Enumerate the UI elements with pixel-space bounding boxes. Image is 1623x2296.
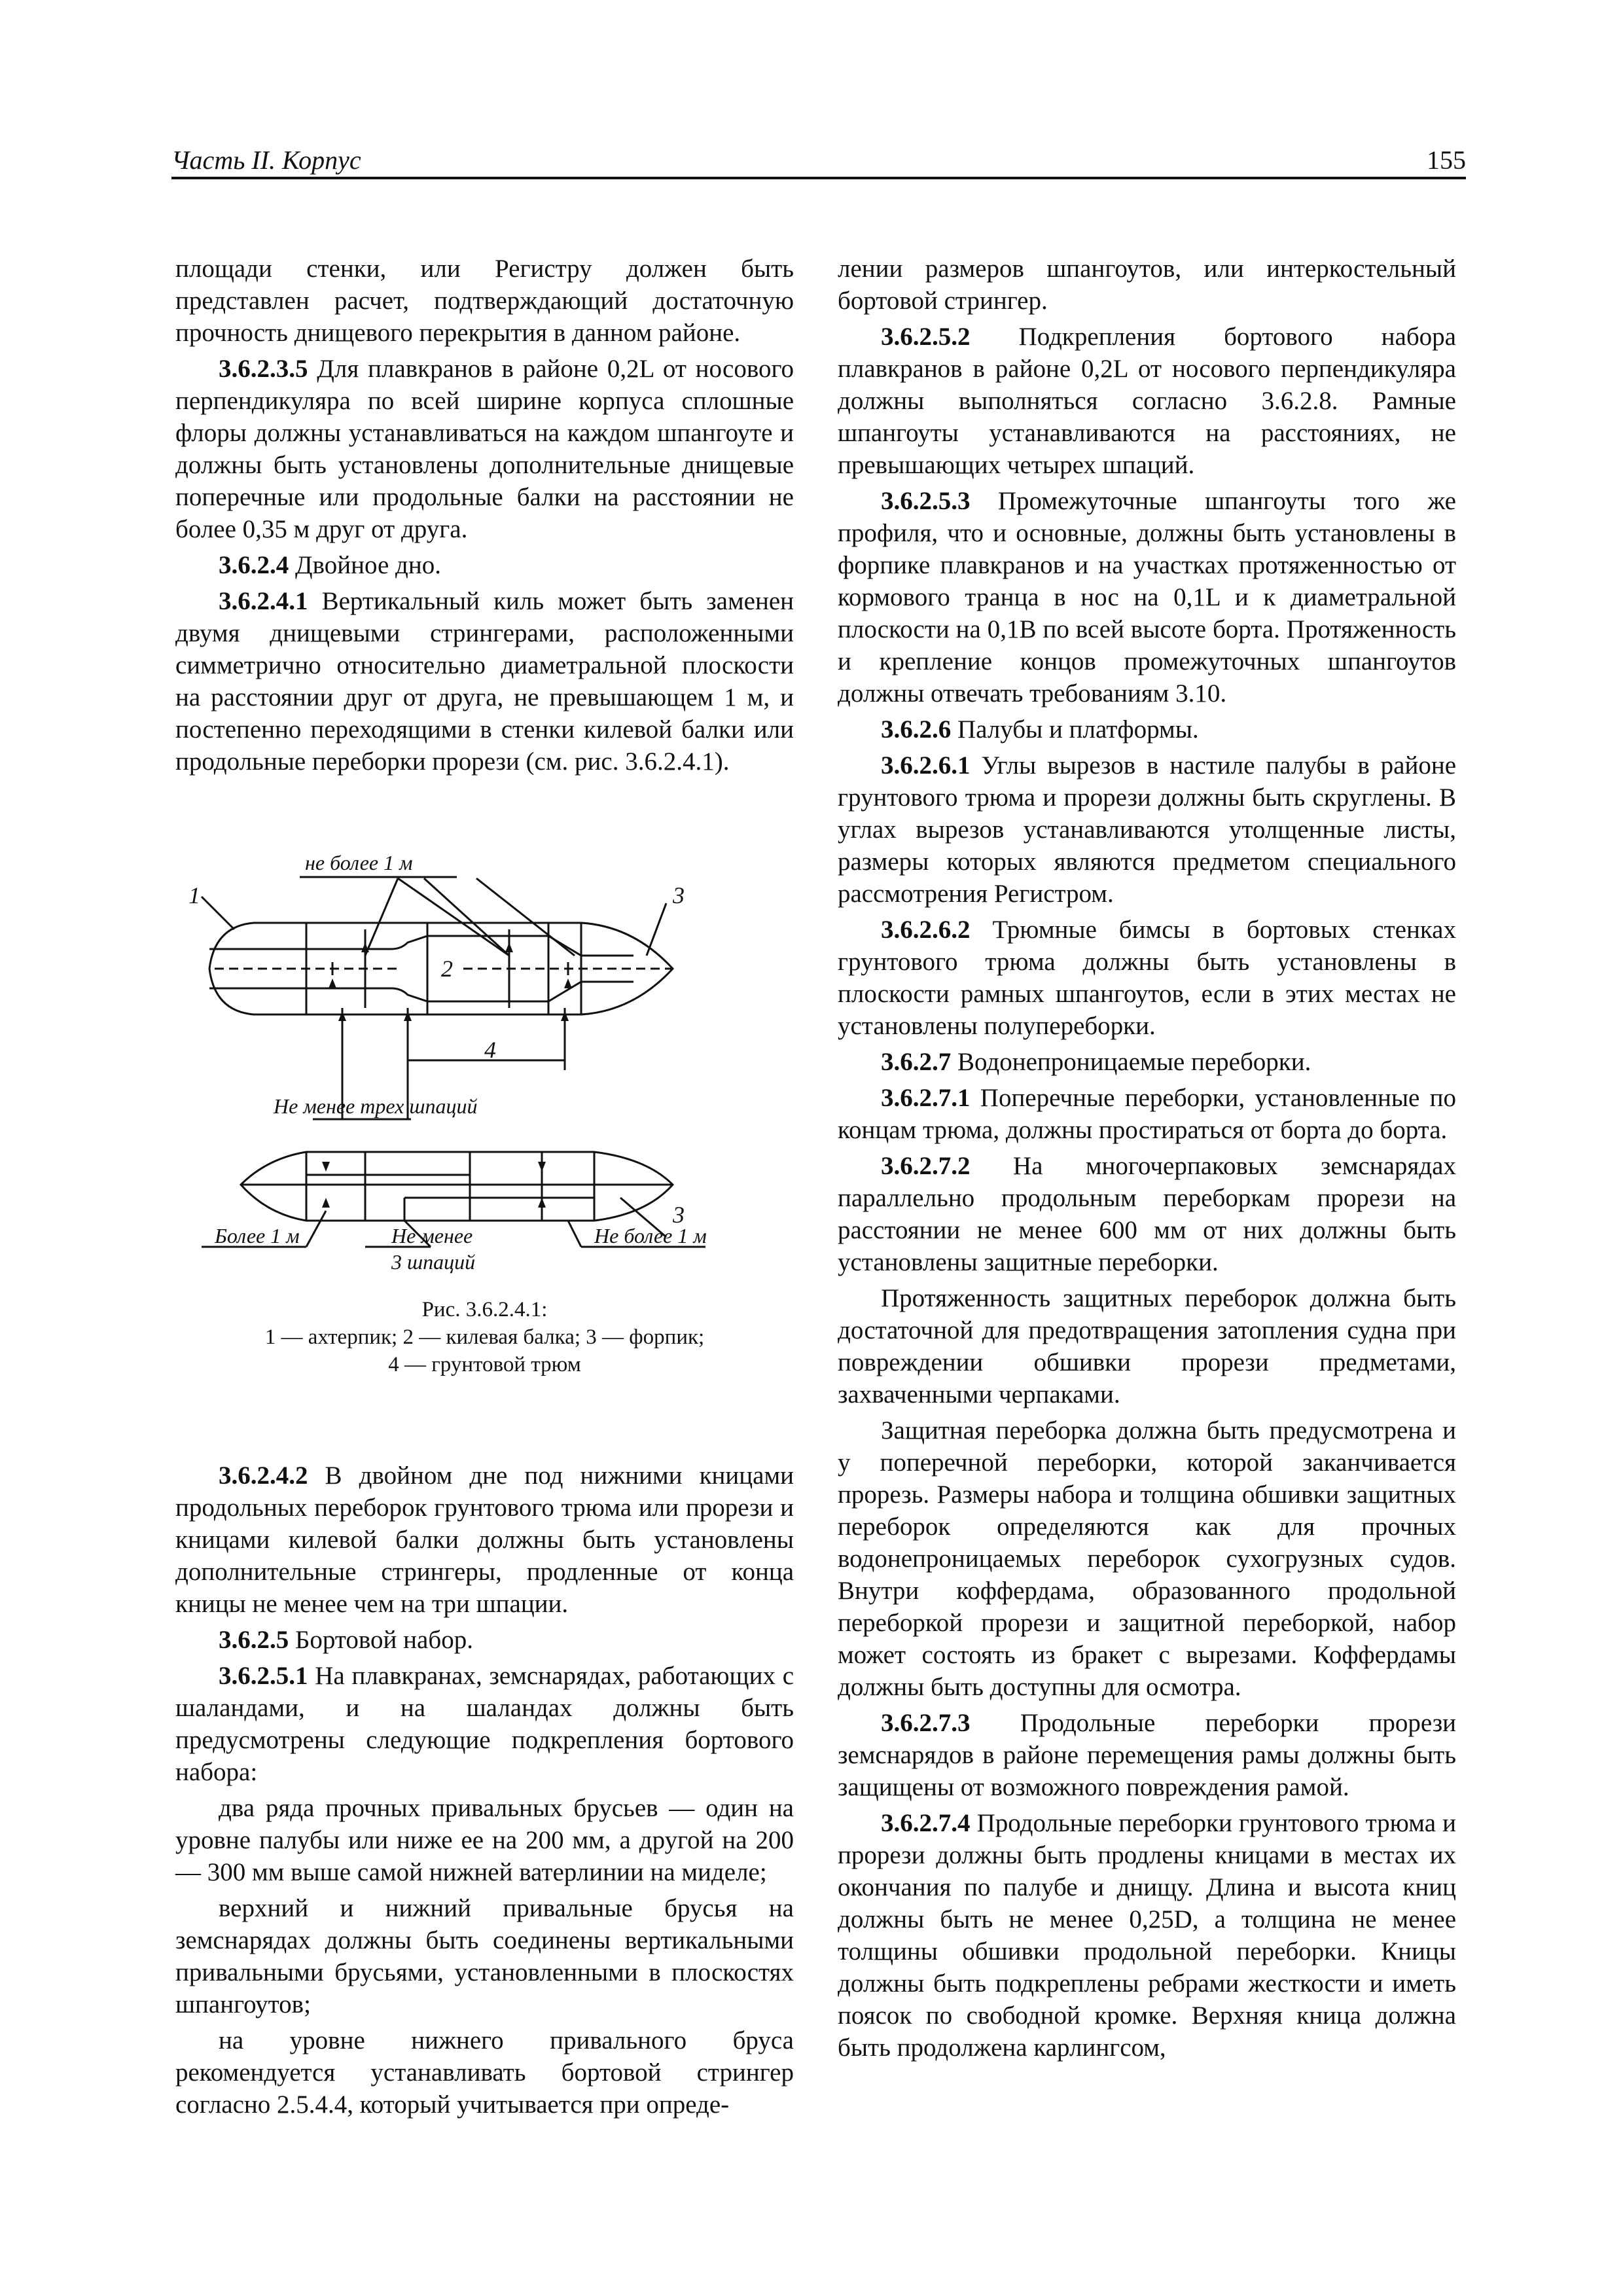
paragraph xyxy=(175,1660,794,1788)
clause-number: 3.6.2.7.3 xyxy=(881,1709,971,1737)
paragraph xyxy=(175,353,794,545)
clause-number: 3.6.2.6.1 xyxy=(881,751,971,780)
figure-label: Не менее трех шпаций xyxy=(274,1094,478,1118)
clause-text: Вертикальный киль может быть заменен двумя днищевыми стрингерами, расположенными симметрично относительно диаметральной плоскости на расстоянии друг от друга, не превышающем 1 м, и постепенно переходящими в стенки килевой балки или продольные переборки прорези (см. рис. 3.6.2.4.1). xyxy=(175,587,794,776)
paragraph: Протяженность защитных переборок должна быть достаточной для предотвращения затопления судна при повреждении обшивки прорези предметами, захваченными черпаками. xyxy=(838,1284,1456,1408)
clause-number: 3.6.2.7.4 xyxy=(881,1809,971,1837)
figure-hull-schematic xyxy=(175,844,794,1274)
left-column-top xyxy=(175,253,794,778)
clause-number: 3.6.2.4.1 xyxy=(219,587,308,615)
clause-number: 3.6.2.7 xyxy=(881,1048,952,1076)
clause-number: 3.6.2.3.5 xyxy=(219,355,308,383)
page-number: 155 xyxy=(1427,145,1466,175)
paragraph: площади стенки, или Регистру должен быть представлен расчет, подтверждающий достаточную прочность днищевого перекрытия в данном районе. xyxy=(175,255,794,347)
clause-text: Продольные переборки прорези земснарядов в районе перемещения рамы должны быть защищены от возможного повреждения рамой. xyxy=(838,1709,1456,1801)
paragraph xyxy=(838,1807,1456,2064)
caption-legend: 4 — грунтовой трюм xyxy=(388,1353,581,1376)
figure-caption xyxy=(175,1296,794,1378)
clause-text: Бортовой набор. xyxy=(289,1626,473,1654)
paragraph xyxy=(838,1707,1456,1803)
paragraph xyxy=(838,749,1456,910)
clause-text: Двойное дно. xyxy=(289,551,441,579)
running-header: Часть II. Корпус xyxy=(171,145,361,175)
clause-number: 3.6.2.4 xyxy=(219,551,289,579)
clause-number: 3.6.2.5 xyxy=(219,1626,289,1654)
clause-number: 3.6.2.6.2 xyxy=(881,916,971,944)
paragraph: лении размеров шпангоутов, или интеркостельный бортовой стрингер. xyxy=(838,255,1456,315)
figure-number-1: 1 xyxy=(188,882,200,908)
clause-number: 3.6.2.5.3 xyxy=(881,487,971,515)
right-column xyxy=(838,253,1456,2064)
figure-number-3: 3 xyxy=(673,882,685,908)
paragraph: два ряда прочных привальных брусьев — один на уровне палубы или ниже ее на 200 мм, а другой на 200 — 300 мм выше самой нижней ватерлинии на миделе; xyxy=(175,1794,794,1886)
paragraph xyxy=(175,585,794,778)
clause-text: На плавкранах, земснарядах, работающих с шаландами, и на шаландах должны быть предусмотрены следующие подкрепления бортового набора: xyxy=(175,1662,794,1786)
clause-text: Углы вырезов в настиле палубы в районе грунтового трюма и прорези должны быть скруглены. В углах вырезов устанавливаются утолщенные листы, размеры которых являются предметом специального рассмотрения Регистром. xyxy=(838,751,1456,908)
paragraph xyxy=(838,485,1456,709)
clause-text: В двойном дне под нижними кницами продольных переборок грунтового трюма или прорези и кницами килевой балки должны быть установлены дополнительные стрингеры, продленные от конца кницы не менее чем на три шпации. xyxy=(175,1462,794,1618)
figure-number-4: 4 xyxy=(484,1037,496,1063)
figure-number-2: 2 xyxy=(438,957,455,980)
clause-number: 3.6.2.6 xyxy=(881,715,952,744)
caption-legend: 1 — ахтерпик; 2 — килевая балка; 3 — форпик; xyxy=(264,1325,705,1349)
paragraph xyxy=(175,1460,794,1620)
figure-label: Не более 1 м xyxy=(594,1224,707,1247)
paragraph xyxy=(838,914,1456,1042)
header-rule xyxy=(171,177,1466,179)
clause-text: Для плавкранов в районе 0,2L от носового перпендикуляра по всей ширине корпуса сплошные флоры должны устанавливаться на каждом шпангоуте и должны быть установлены дополнительные днищевые поперечные или продольные балки на расстоянии не более 0,35 м друг от друга. xyxy=(175,355,794,543)
clause-text: Подкрепления бортового набора плавкранов в районе 0,2L от носового перпендикуляра должны выполняться согласно 3.6.2.8. Рамные шпангоуты устанавливаются на расстояниях, не превышающих четырех шпаций. xyxy=(838,323,1456,479)
figure-label: 3 шпаций xyxy=(391,1250,476,1274)
clause-number: 3.6.2.5.2 xyxy=(881,323,971,351)
clause-text: Водонепроницаемые переборки. xyxy=(951,1048,1311,1076)
left-column-bottom xyxy=(175,1460,794,2121)
clause-number: 3.6.2.5.1 xyxy=(219,1662,308,1690)
paragraph xyxy=(838,1150,1456,1278)
paragraph xyxy=(838,321,1456,481)
paragraph xyxy=(175,1624,794,1656)
clause-number: 3.6.2.7.2 xyxy=(881,1152,971,1180)
paragraph: верхний и нижний привальные брусья на земснарядах должны быть соединены вертикальными привальными брусьями, установленными в плоскостях шпангоутов; xyxy=(175,1894,794,2018)
caption-title: Рис. 3.6.2.4.1: xyxy=(421,1298,548,1321)
figure-label: не более 1 м xyxy=(305,851,413,874)
figure-label: Более 1 м xyxy=(215,1224,300,1247)
clause-number: 3.6.2.7.1 xyxy=(881,1084,971,1112)
clause-text: На многочерпаковых земснарядах параллельно продольным переборкам прорези на расстоянии не менее 600 мм от них должны быть установлены защитные переборки. xyxy=(838,1152,1456,1276)
paragraph xyxy=(838,1046,1456,1078)
paragraph: на уровне нижнего привального бруса рекомендуется устанавливать бортовой стрингер согласно 2.5.4.4, который учитывается при опреде- xyxy=(175,2026,794,2119)
paragraph xyxy=(175,549,794,581)
clause-number: 3.6.2.4.2 xyxy=(219,1462,308,1490)
paragraph xyxy=(838,713,1456,745)
clause-text: Промежуточные шпангоуты того же профиля, что и основные, должны быть установлены в форпике плавкранов и на участках протяженностью от кормового транца в нос на 0,1L и к диаметральной плоскости на 0,1B по всей высоте борта. Протяженность и крепление концов промежуточных шпангоутов должны отвечать требованиям 3.10. xyxy=(838,487,1456,708)
clause-text: Поперечные переборки, установленные по концам трюма, должны простираться от борта до борта. xyxy=(838,1084,1456,1144)
figure-label: Не менее xyxy=(391,1224,473,1247)
clause-text: Трюмные бимсы в бортовых стенках грунтового трюма должны быть установлены в плоскости рамных шпангоутов, если в этих местах не установлены полупереборки. xyxy=(838,916,1456,1040)
paragraph: Защитная переборка должна быть предусмотрена и у поперечной переборки, которой заканчивается прорезь. Размеры набора и толщина обшивки защитных переборок определяются как для прочных водонепроницаемых переборок сухогрузных судов. Внутри коффердама, образованного продольной переборкой прорези и защитной переборкой, набор может состоять из бракет с вырезами. Коффердамы должны быть доступны для осмотра. xyxy=(838,1416,1456,1701)
clause-text: Продольные переборки грунтового трюма и прорези должны быть продлены кницами в местах их окончания по палубе и днищу. Длина и высота книц должны быть не менее 0,25D, а толщина не менее толщины обшивки продольной переборки. Кницы должны быть подкреплены ребрами жесткости и иметь поясок по свободной кромке. Верхняя кница должна быть продолжена карлингсом, xyxy=(838,1809,1456,2062)
paragraph xyxy=(838,1082,1456,1146)
clause-text: Палубы и платформы. xyxy=(951,715,1199,744)
figure-number-3b: 3 xyxy=(673,1202,685,1228)
